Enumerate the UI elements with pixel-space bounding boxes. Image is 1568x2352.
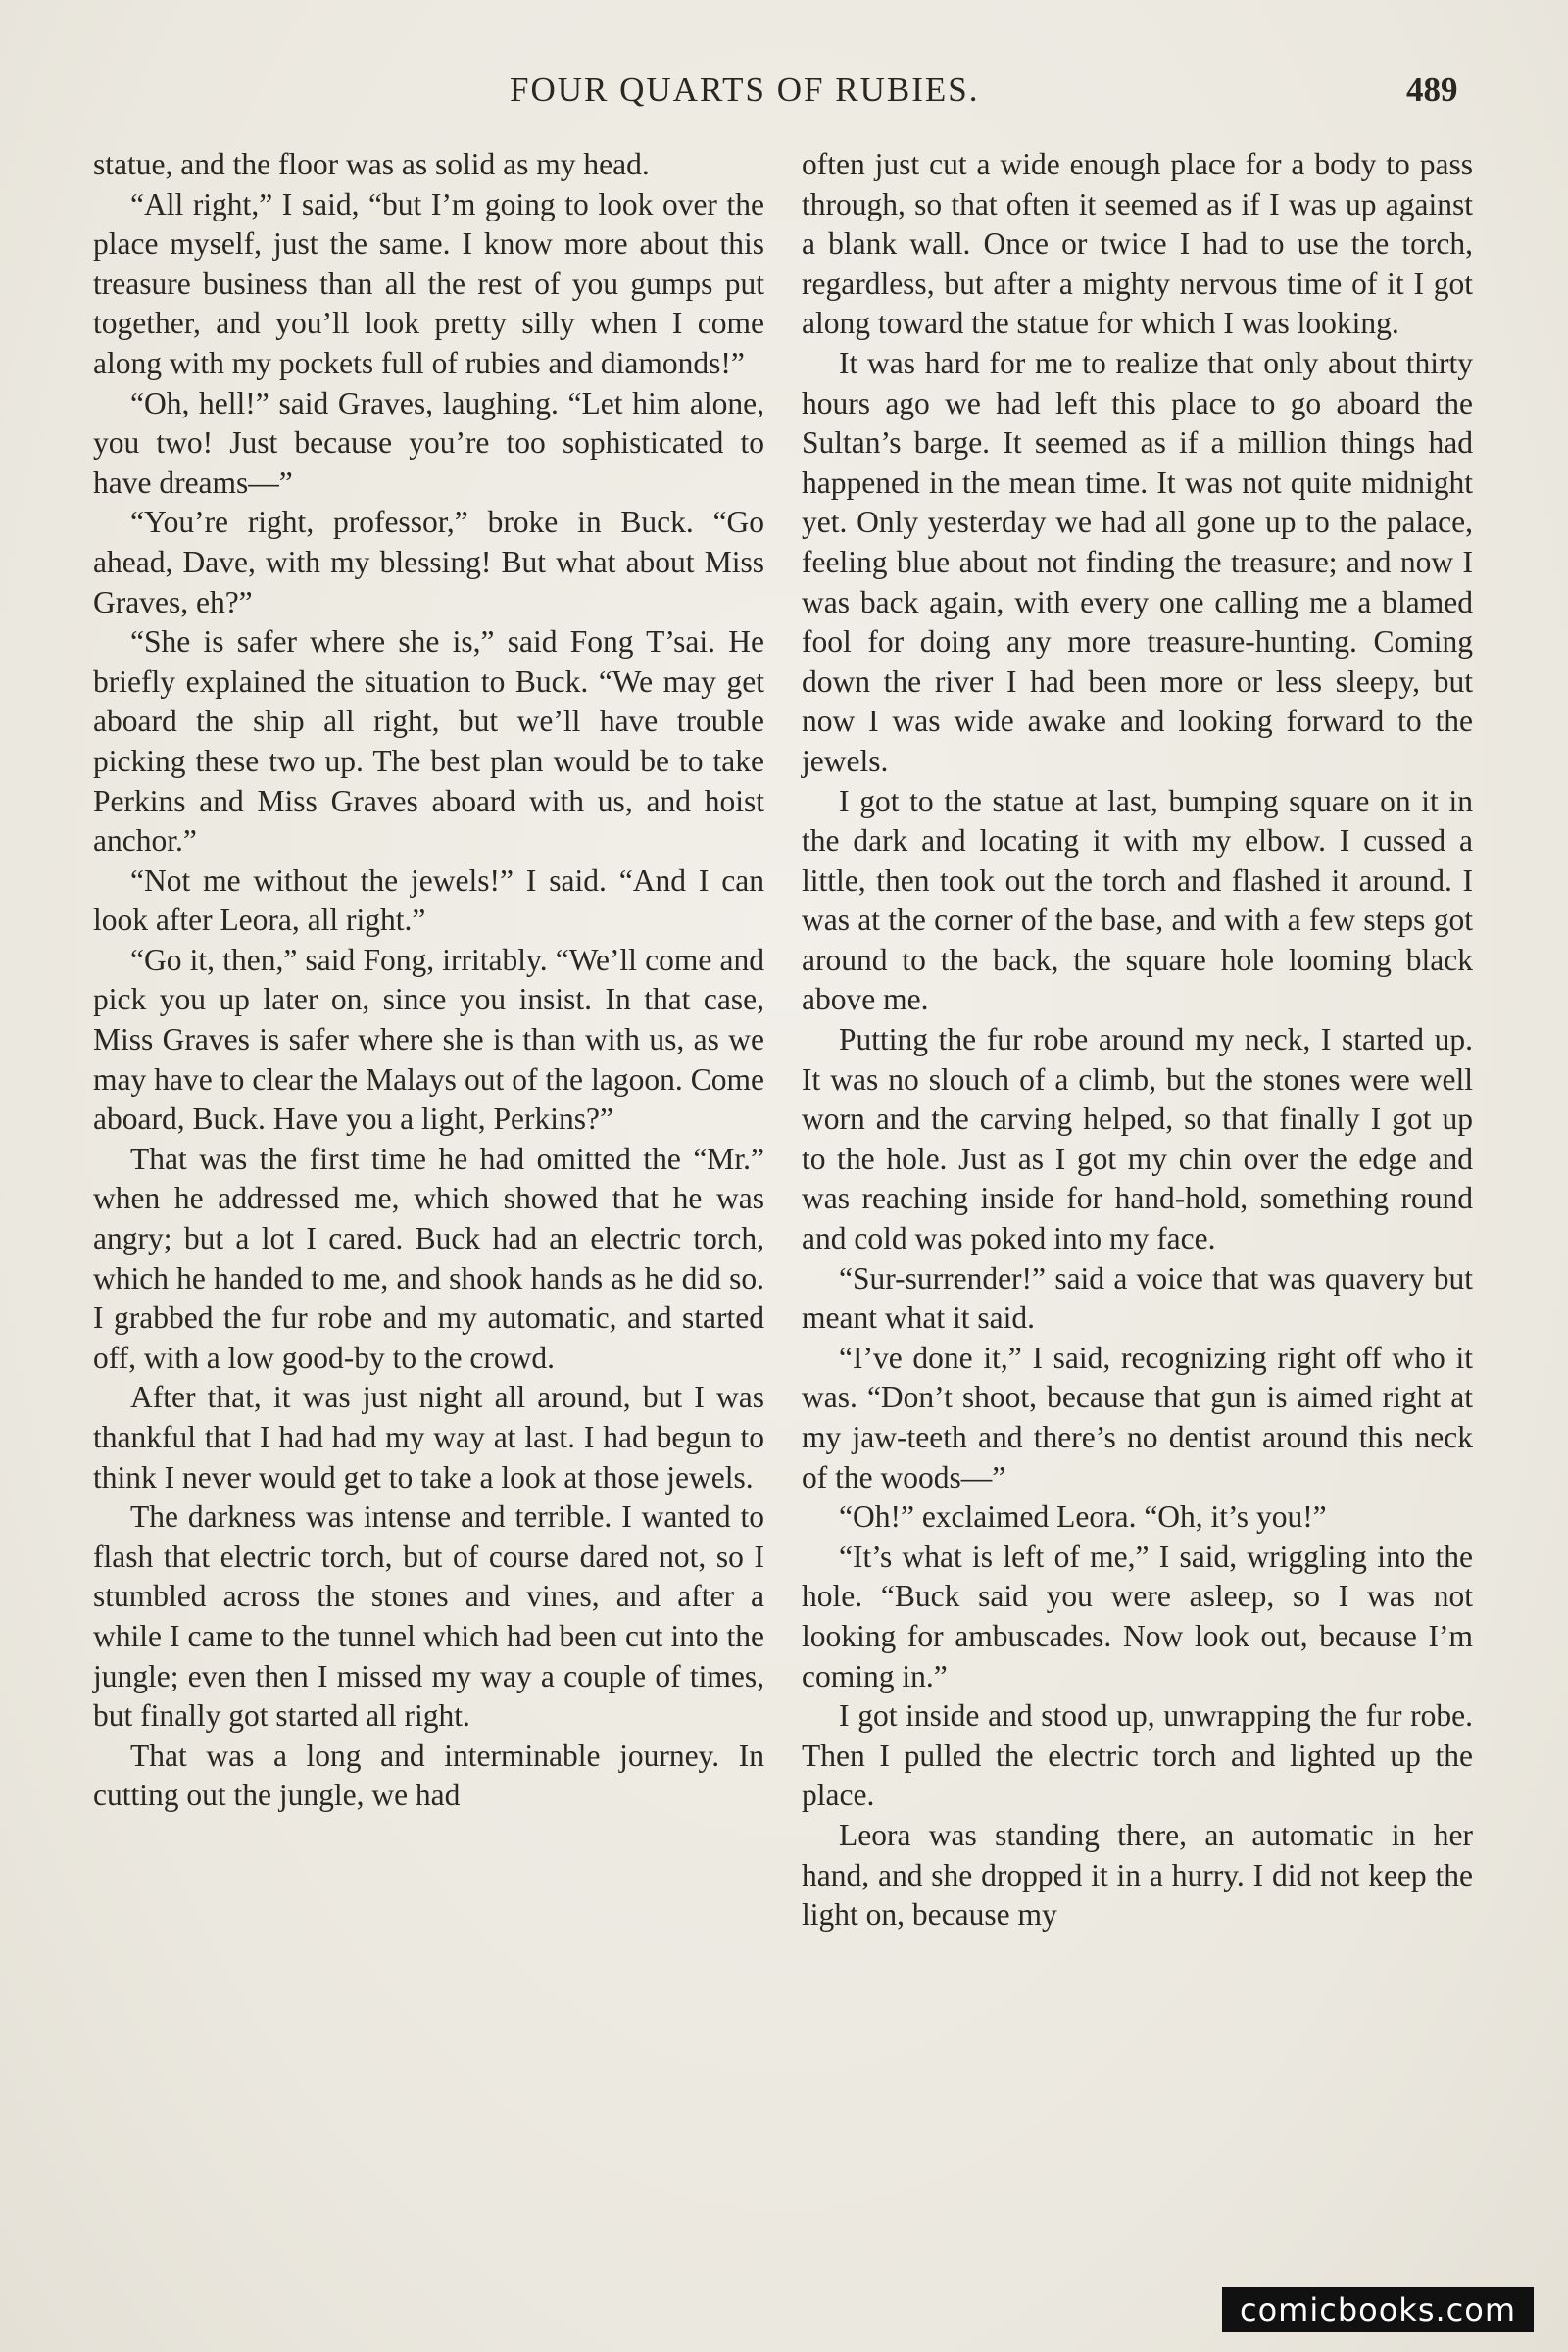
paragraph: After that, it was just night all around, but I was thankful that I had had my way at last. I had begun to think I never would get to take a look at those jewels. bbox=[93, 1380, 764, 1494]
paragraph: Putting the fur robe around my neck, I started up. It was no slouch of a climb, but the stones were well worn and the carving helped, so that finally I got up to the hole. Just as I got my chin over the edge and was reaching inside for hand-hold, something round and cold was poked into my face. bbox=[802, 1022, 1473, 1256]
running-title: FOUR QUARTS OF RUBIES. bbox=[510, 71, 980, 109]
paragraph: “You’re right, professor,” broke in Buck. “Go ahead, Dave, with my blessing! But what about Miss Graves, eh?” bbox=[93, 505, 764, 619]
page-header bbox=[0, 71, 1568, 120]
paragraph: That was a long and interminable journey. In cutting out the jungle, we had bbox=[93, 1738, 764, 1813]
watermark-logo: comicbooks.com bbox=[1222, 2287, 1534, 2332]
paragraph: Leora was standing there, an automatic in her hand, and she dropped it in a hurry. I did not keep the light on, because my bbox=[802, 1817, 1473, 1933]
paragraph: “She is safer where she is,” said Fong T’sai. He briefly explained the situation to Buck. “We may get aboard the ship all right, but we’ll have trouble picking these two up. The best plan would be to take Perkins and Miss Graves aboard with us, and hoist anchor.” bbox=[93, 624, 764, 858]
paragraph: I got inside and stood up, unwrapping the fur robe. Then I pulled the electric torch and lighted up the place. bbox=[802, 1698, 1473, 1813]
paragraph: That was the first time he had omitted the “Mr.” when he addressed me, which showed that he was angry; but a lot I cared. Buck had an electric torch, which he handed to me, and shook hands as he did so. I grabbed the fur robe and my automatic, and started off, with a low good-by to the crowd. bbox=[93, 1141, 764, 1375]
paragraph: The darkness was intense and terrible. I wanted to flash that electric torch, but of course dared not, so I stumbled across the stones and vines, and after a while I came to the tunnel which had been cut into the jungle; even then I missed my way a couple of times, but finally got started all right. bbox=[93, 1499, 764, 1734]
paragraph: “Go it, then,” said Fong, irritably. “We’ll come and pick you up later on, since you insist. In that case, Miss Graves is safer where she is than with us, as we may have to clear the Malays out of the lagoon. Come aboard, Buck. Have you a light, Perkins?” bbox=[93, 942, 764, 1137]
right-column bbox=[802, 145, 1473, 1936]
paragraph: often just cut a wide enough place for a body to pass through, so that often it seemed as if I was up against a blank wall. Once or twice I had to use the torch, regardless, but after a mighty nervous time of it I got along toward the statue for which I was looking. bbox=[802, 147, 1473, 341]
paragraph: “All right,” I said, “but I’m going to look over the place myself, just the same. I know more about this treasure business than all the rest of you gumps put together, and you’ll look pretty silly when I come along with my pockets full of rubies and diamonds!” bbox=[93, 186, 764, 380]
paragraph: I got to the statue at last, bumping square on it in the dark and locating it with my elbow. I cussed a little, then took out the torch and flashed it around. I was at the corner of the base, and with a few steps got around to the back, the square hole looming black above me. bbox=[802, 783, 1473, 1017]
paragraph: “Oh!” exclaimed Leora. “Oh, it’s you!” bbox=[839, 1499, 1327, 1535]
left-column bbox=[93, 145, 764, 1816]
paragraph: It was hard for me to realize that only about thirty hours ago we had left this place to go aboard the Sultan’s barge. It seemed as if a million things had happened in the mean time. It was not quite midnight yet. Only yesterday we had all gone up to the palace, feeling blue about not finding the treasure; and now I was back again, with every one calling me a blamed fool for doing any more treasure-hunting. Coming down the river I had been more or less sleepy, but now I was wide awake and looking forward to the jewels. bbox=[802, 345, 1473, 778]
paragraph: statue, and the floor was as solid as my head. bbox=[93, 147, 650, 181]
paragraph: “I’ve done it,” I said, recognizing right off who it was. “Don’t shoot, because that gun is aimed right at my jaw-teeth and there’s no dentist around this neck of the woods—” bbox=[802, 1340, 1473, 1494]
paragraph: “Oh, hell!” said Graves, laughing. “Let him alone, you two! Just because you’re too sophisticated to have dreams—” bbox=[93, 385, 764, 500]
page-number: 489 bbox=[1406, 71, 1458, 109]
paragraph: “Sur-surrender!” said a voice that was quavery but meant what it said. bbox=[802, 1260, 1473, 1336]
paragraph: “It’s what is left of me,” I said, wriggling into the hole. “Buck said you were asleep, so I was not looking for ambuscades. Now look out, because I’m coming in.” bbox=[802, 1539, 1473, 1693]
paragraph: “Not me without the jewels!” I said. “And I can look after Leora, all right.” bbox=[93, 862, 764, 938]
